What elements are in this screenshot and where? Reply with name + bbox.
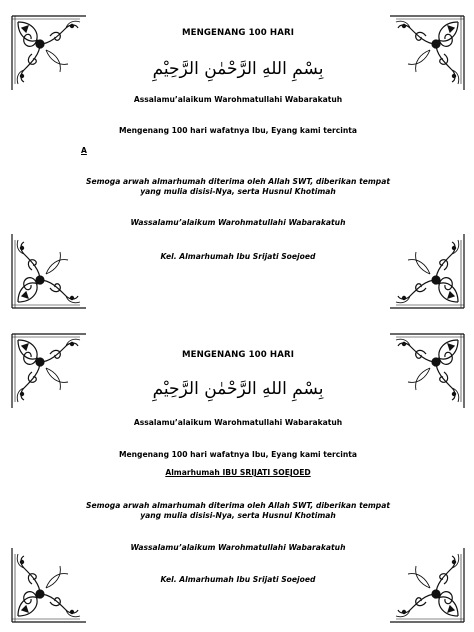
card-title: MENGENANG 100 HARI [181,350,294,360]
corner-ornament-icon [386,14,466,94]
remembrance-text: Mengenang 100 hari wafatnya Ibu, Eyang kami tercinta [118,450,358,459]
deceased-name: A [81,146,87,155]
corner-ornament-icon [386,332,466,412]
corner-ornament-icon [10,332,90,412]
prayer-line-1: Semoga arwah almarhumah diterima oleh Allah SWT, diberikan tempat [86,501,390,510]
remembrance-text: Mengenang 100 hari wafatnya Ibu, Eyang kami tercinta [118,126,358,135]
corner-ornament-icon [10,14,90,94]
prayer-line-1: Semoga arwah almarhumah diterima oleh Allah SWT, diberikan tempat [86,177,390,186]
family-signature: Kel. Almarhumah Ibu Srijati Soejoed [160,252,316,261]
closing-text: Wassalamu’alaikum Warohmatullahi Wabarakatuh [130,543,346,552]
basmalah-calligraphy: بِسْمِ اللهِ الرَّحْمٰنِ الرَّحِيْمِ [152,379,324,399]
closing-text: Wassalamu’alaikum Warohmatullahi Wabarakatuh [130,218,346,227]
prayer-line-2: yang mulia disisi-Nya, serta Husnul Khotimah [140,187,336,196]
family-signature: Kel. Almarhumah Ibu Srijati Soejoed [160,575,316,584]
card-title: MENGENANG 100 HARI [181,28,294,38]
corner-ornament-icon [386,230,466,310]
prayer-line-2: yang mulia disisi-Nya, serta Husnul Khotimah [140,511,336,520]
greeting-text: Assalamu’alaikum Warohmatullahi Wabarakatuh [133,418,343,427]
memorial-card-1 [10,14,466,310]
basmalah-calligraphy: بِسْمِ اللهِ الرَّحْمٰنِ الرَّحِيْمِ [152,59,324,79]
memorial-card-2 [10,332,466,624]
corner-ornament-icon [10,230,90,310]
greeting-text: Assalamu’alaikum Warohmatullahi Wabarakatuh [133,95,343,104]
deceased-name: Almarhumah IBU SRIJATI SOEJOED [165,468,311,477]
